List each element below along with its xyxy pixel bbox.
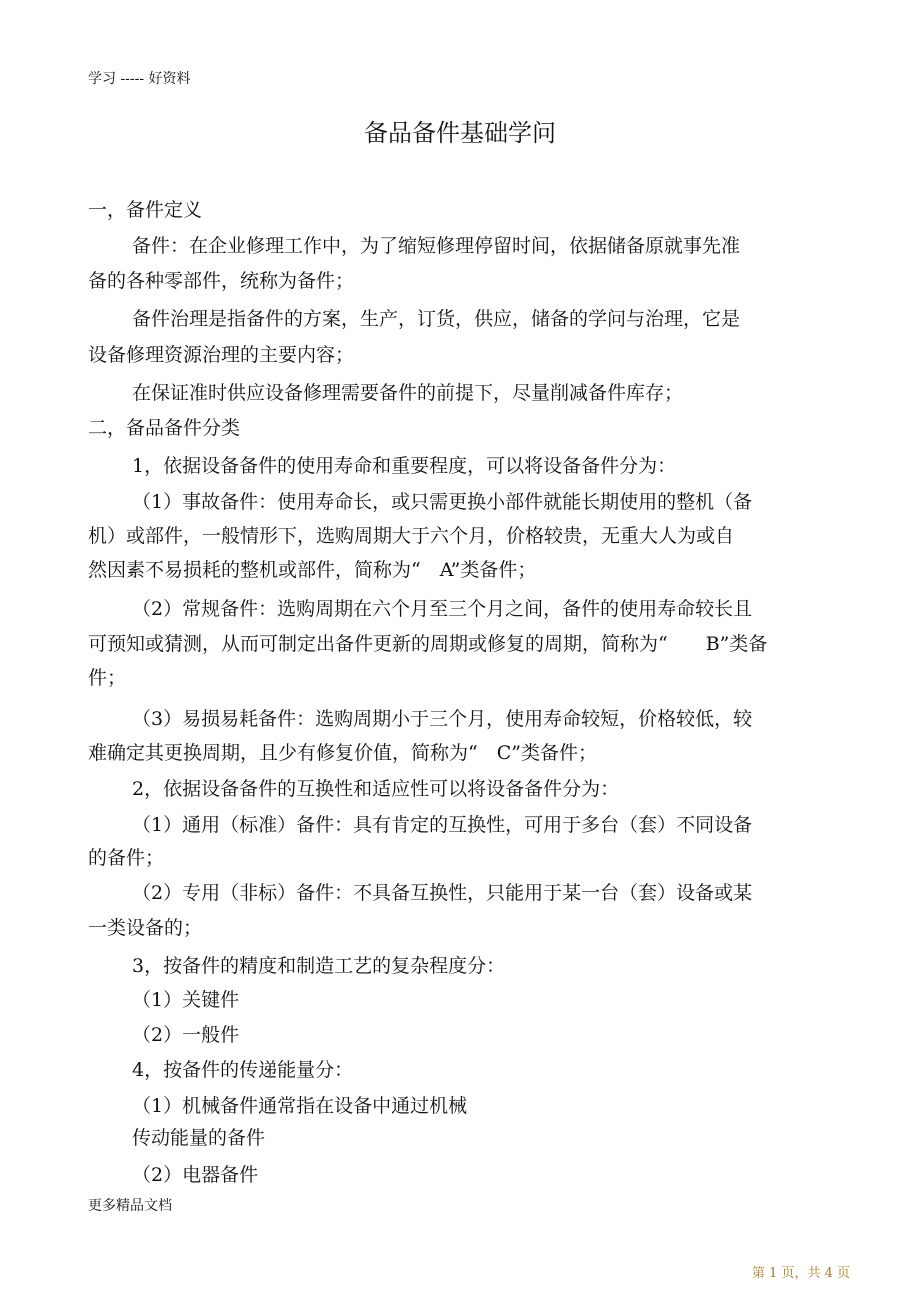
paragraph-line: 难确定其更换周期，且少有修复价值，简称为“ C”类备件； [88, 742, 597, 764]
paragraph-line: 备的各种零部件，统称为备件； [88, 270, 355, 292]
paragraph-line: 然因素不易损耗的整机或部件，简称为“ A”类备件； [88, 559, 537, 581]
section-heading: 一，备件定义 [88, 199, 203, 221]
paragraph-line: 可预知或猜测，从而可制定出备件更新的周期或修复的周期，简称为“ B”类备 [88, 633, 768, 655]
paragraph-line: （2）电器备件 [132, 1164, 259, 1186]
paragraph-line: 机）或部件，一般情形下，选购周期大于六个月，价格较贵，无重大人为或自 [88, 525, 735, 547]
paragraph-line: （1）关键件 [132, 989, 240, 1011]
paragraph-line: 传动能量的备件 [132, 1127, 266, 1149]
paragraph-line: 备件治理是指备件的方案，生产，订货，供应，储备的学问与治理，它是 [132, 308, 741, 330]
paragraph-line: 件； [88, 667, 127, 689]
paragraph-line: 3，按备件的精度和制造工艺的复杂程度分： [132, 955, 506, 977]
paragraph-line: （2）专用（非标）备件：不具备互换性，只能用于某一台（套）设备或某 [132, 882, 753, 904]
paragraph-line: （3）易损易耗备件：选购周期小于三个月，使用寿命较短，价格较低，较 [132, 708, 753, 730]
document-title: 备品备件基础学问 [364, 119, 556, 147]
paragraph-line: 备件：在企业修理工作中，为了缩短修理停留时间，依据储备原就事先准 [132, 235, 741, 257]
paragraph-line: （1）事故备件：使用寿命长，或只需更换小部件就能长期使用的整机（备 [132, 491, 753, 513]
paragraph-line: （1）通用（标准）备件：具有肯定的互换性，可用于多台（套）不同设备 [132, 814, 753, 836]
page-number: 第 1 页，共 4 页 [751, 1266, 850, 1281]
section-heading: 二，备品备件分类 [88, 417, 241, 439]
paragraph-line: （1）机械备件通常指在设备中通过机械 [132, 1095, 468, 1117]
paragraph-line: 4，按备件的传递能量分： [132, 1059, 354, 1081]
paragraph-line: 2，依据设备备件的互换性和适应性可以将设备备件分为： [132, 778, 620, 800]
paragraph-line: 设备修理资源治理的主要内容； [88, 344, 355, 366]
paragraph-line: 一类设备的； [88, 917, 203, 939]
page-header: 学习 ----- 好资料 [88, 71, 191, 87]
paragraph-line: （2）一般件 [132, 1024, 240, 1046]
page-footer: 更多精品文档 [88, 1198, 172, 1214]
paragraph-line: 的备件； [88, 847, 165, 869]
paragraph-line: 1，依据设备备件的使用寿命和重要程度，可以将设备备件分为： [132, 455, 677, 477]
paragraph-line: （2）常规备件：选购周期在六个月至三个月之间，备件的使用寿命较长且 [132, 598, 753, 620]
paragraph-line: 在保证准时供应设备修理需要备件的前提下，尽量削减备件库存； [132, 382, 684, 404]
